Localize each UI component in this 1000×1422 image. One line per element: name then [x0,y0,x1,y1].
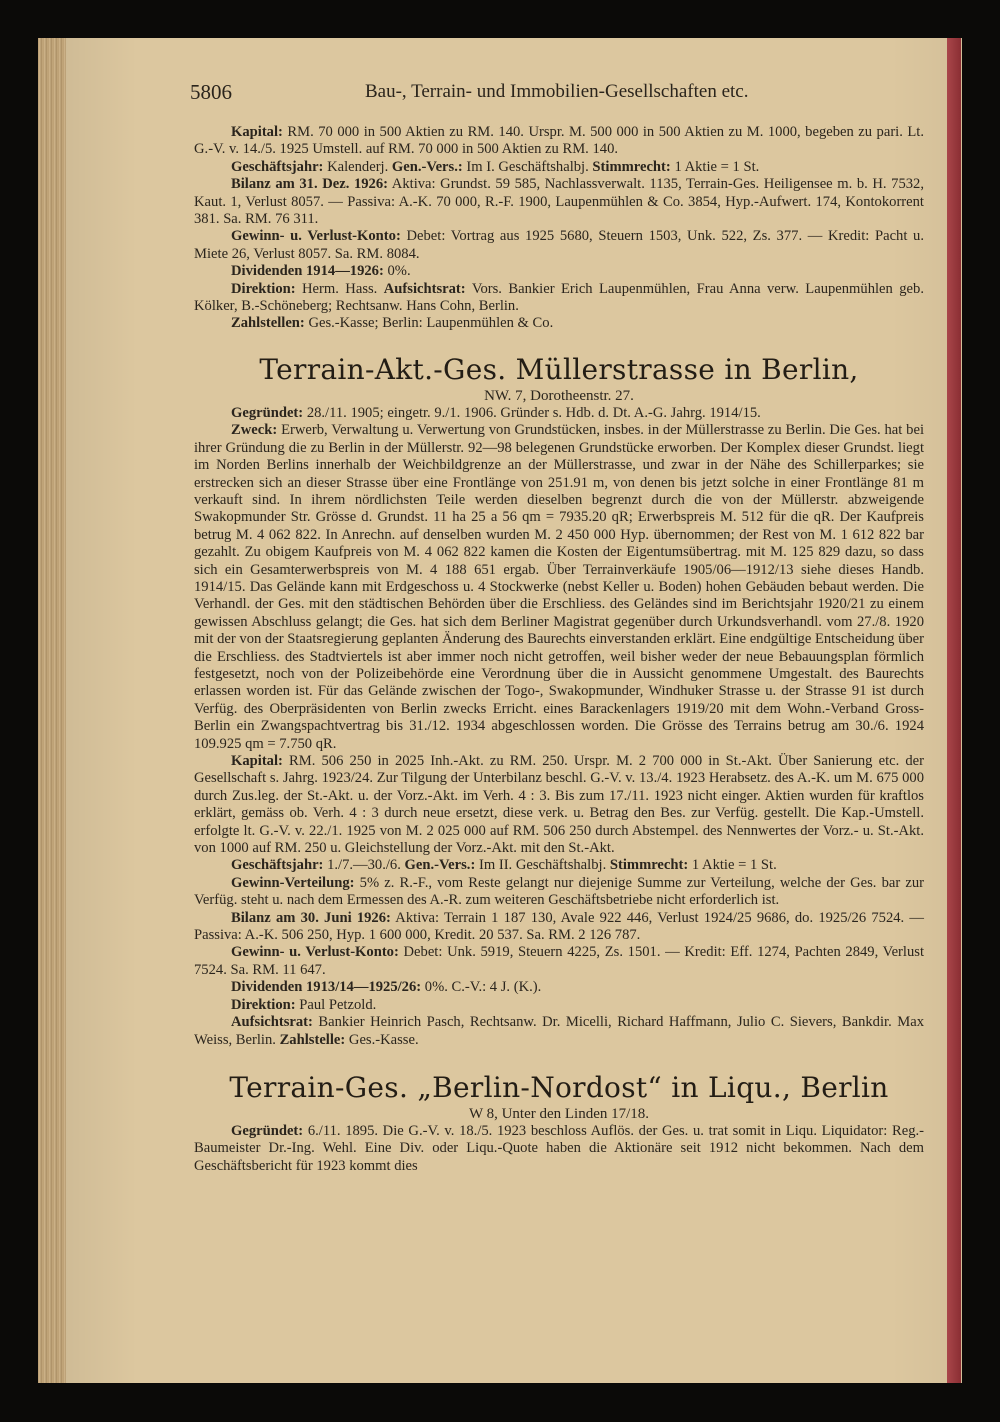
prev-dividenden: Dividenden 1914—1926: 0%. [231,263,411,280]
page-body [194,124,924,1175]
prev-zahlstellen: Zahlstellen: Ges.-Kasse; Berlin: Laupenmühlen & Co. [231,315,554,332]
book-page-edges [38,38,68,1383]
prev-bilanz: Bilanz am 31. Dez. 1926: Aktiva: Grundst. 59 585, Nachlassverwalt. 1135, Terrain-Ges. Heiligensee m. b. H. 7532, Kaut. 1, Verlust 8057. — Passiva: A.-K. 70 000, R.-F. 1900, Laupenmühlen & Co. 3854, Hyp.-Aufwert. 174, Kontokorrent 381. Sa. RM. 76 311. [194,176,925,228]
entry-direktion: Direktion: Paul Petzold. [231,996,377,1013]
company-address: NW. 7, Dorotheenstr. 27. [484,387,634,404]
company-address-2: W 8, Unter den Linden 17/18. [468,1105,650,1122]
entry-zweck: Zweck: Erwerb, Verwaltung u. Verwertung von Grundstücken, insbes. in der Müllerstrasse zu Berlin. Die Ges. hat bei ihrer Gründung die zu Berlin in der Müllerstr. 92—98 belegenen Grundstücke erworben. Der Komplex dieser Grundst. liegt im Norden Berlins innerhalb der Weichbildgrenze an der Müllerstrasse, und zwar in der Nähe des Schillerparkes; sie erstrecken sich an dieser Strasse über eine Frontlänge von 251.91 m, von denen bis jetzt solche in einer Frontlänge 81 m verkauft sind. In ihrem nördlichsten Teile werden dieselben begrenzt durch die von der Müllerstr. abzweigende Swakopmunder Str. Grösse d. Grundst. 11 ha 25 a 56 qm = 7935.20 qR; Erwerbspreis M. 512 für die qR. Der Kaufpreis betrug M. 4 062 822. In Anrechn. auf denselben wurden M. 2 450 000 Hyp. übernommen; der Rest von M. 1 612 822 bar gezahlt. Zu obigem Kaufpreis von M. 4 062 822 kamen die Kosten der Eigentumsübertrag. mit M. 125 829 dazu, so dass sich ein Gesamterwerbspreis von M. 4 188 651 ergab. Über Terrainverkäufe 1905/06—1912/13 siehe dieses Handb. 1914/15. Das Gelände kann mit Erdgeschoss u. 4 Stockwerke (nebst Keller u. Boden) hohen Gebäuden bebaut werden. Die Verhandl. der Ges. mit den städtischen Behörden über die Erschliess. des Geländes sind im Berichtsjahr 1920/21 zu einem gewissen Abschluss gelangt; die Ges. hat sich dem Berliner Magistrat gegenüber durch Urkundsverhandl. vom 27./8. 1920 mit der von der Staatsregierung geplanten Änderung des Baurechts einverstanden erklärt. Eine endgültige Entscheidung über die Erschliess. des Stadtviertels ist aber immer noch nicht getroffen, weil bisher weder der neue Bebauungsplan förmlich festgesetzt, noch von der Polizeibehörde eine Verordnung über die in Aussicht genommene Umgestalt. des Baurechts erlassen worden ist. Für das Gelände zwischen der Togo-, Swakopmunder, Windhuker Strasse u. der Strasse 91 ist durch Verfüg. des Oberpräsidenten von Berlin zwecks Erricht. eines Barackenlagers 1919/20 mit dem Wohn.-Verband Gross-Berlin ein Zwangspachtvertrag bis 31./12. 1934 abgeschlossen worden. Die Grösse des Terrains betrug am 30./6. 1924 109.925 qm = 7.750 qR. [194,422,924,752]
entry-geschaeftsjahr: Geschäftsjahr: 1./7.—30./6. Gen.-Vers.: Im II. Geschäftshalbj. Stimmrecht: 1 Aktie = 1 St. [231,857,777,874]
prev-kapital: Kapital: RM. 70 000 in 500 Aktien zu RM. 140. Urspr. M. 500 000 in 500 Aktien zu M. 1000, begeben zu pari. Lt. G.-V. v. 14./5. 1925 Umstell. auf RM. 70 000 in 500 Aktien zu RM. 140. [194,124,924,158]
book-cover-edge [947,38,961,1383]
entry-gegruendet: Gegründet: 28./11. 1905; eingetr. 9./1. 1906. Gründer s. Hdb. d. Dt. A.-G. Jahrg. 1914/15. [231,404,761,421]
entry-kapital: Kapital: RM. 506 250 in 2025 Inh.-Akt. zu RM. 250. Urspr. M. 2 700 000 in St.-Akt. Über Sanierung etc. der Gesellschaft s. Jahrg. 1923/24. Zur Tilgung der Unterbilanz beschl. G.-V. v. 13./4. 1923 Herabsetz. des A.-K. um M. 675 000 durch Zus.leg. der St.-Akt. u. der Vorz.-Akt. im Verh. 4 : 3. Bis zum 17./11. 1923 nicht einger. Aktien wurden für kraftlos erklärt, gemäss ob. Verh. 4 : 3 durch neue ersetzt, diese verk. u. Betrag den Bes. zur Verfüg. gestellt. Die Kap.-Umstell. erfolgte lt. G.-V. v. 22./1. 1925 von M. 2 025 000 auf RM. 506 250 durch Abstempel. des Nennwertes der Vorz.- u. St.-Akt. von 1000 auf RM. 250 u. Gleichstellung der Vorz.-Akt. mit den St.-Akt. [194,753,924,857]
entry-dividenden: Dividenden 1913/14—1925/26: 0%. C.-V.: 4 J. (K.). [231,979,542,996]
entry-gegruendet-2: Gegründet: 6./11. 1895. Die G.-V. v. 18./5. 1923 beschloss Auflös. der Ges. u. trat somit in Liqu. Liquidator: Reg.-Baumeister Dr.-Ing. Wehl. Eine Div. oder Liqu.-Quote haben die Aktionäre seit 1912 nicht bekommen. Nach dem Geschäftsbericht für 1923 kommt dies [194,1122,924,1174]
company-title: Terrain-Akt.-Ges. Müllerstrasse in Berlin, [259,352,859,386]
entry-gewinn-verteilung: Gewinn-Verteilung: 5% z. R.-F., vom Reste gelangt nur diejenige Summe zur Verteilung, welche der Ges. bar zur Verfüg. steht u. nach dem Ermessen des A.-R. zum weiteren Geschäftsbetriebe nicht erforderlich ist. [194,874,924,909]
entry-guv: Gewinn- u. Verlust-Konto: Debet: Unk. 5919, Steuern 4225, Zs. 1501. — Kredit: Eff. 1274, Pachten 2849, Verlust 7524. Sa. RM. 11 647. [194,944,924,978]
entry-bilanz: Bilanz am 30. Juni 1926: Aktiva: Terrain 1 187 130, Avale 922 446, Verlust 1924/25 9686, do. 1925/26 7524. — Passiva: A.-K. 506 250, Hyp. 1 600 000, Kredit. 20 537. Sa. RM. 2 126 787. [194,909,924,944]
prev-geschaeftsjahr: Geschäftsjahr: Kalenderj. Gen.-Vers.: Im I. Geschäftshalbj. Stimmrecht: 1 Aktie = 1 St. [231,158,760,175]
company-title-2: Terrain-Ges. „Berlin-Nordost“ in Liqu., Berlin [229,1070,889,1104]
prev-guv: Gewinn- u. Verlust-Konto: Debet: Vortrag aus 1925 5680, Steuern 1503, Unk. 522, Zs. 377. — Kredit: Pacht u. Miete 26, Verlust 8057. Sa. RM. 8084. [194,228,924,262]
running-title: Bau-, Terrain- und Immobilien-Gesellschaften etc. [365,81,749,102]
entry-aufsichtsrat: Aufsichtsrat: Bankier Heinrich Pasch, Rechtsanw. Dr. Micelli, Richard Haffmann, Julio C. Sievers, Bankdir. Max Weiss, Berlin. Zahlstelle: Ges.-Kasse. [194,1014,924,1048]
prev-direktion: Direktion: Herm. Hass. Aufsichtsrat: Vors. Bankier Erich Laupenmühlen, Frau Anna verw. Laupenmühlen geb. Kölker, B.-Schöneberg; Rechtsanw. Hans Cohn, Berlin. [194,280,924,315]
page-number: 5806 [190,80,232,104]
